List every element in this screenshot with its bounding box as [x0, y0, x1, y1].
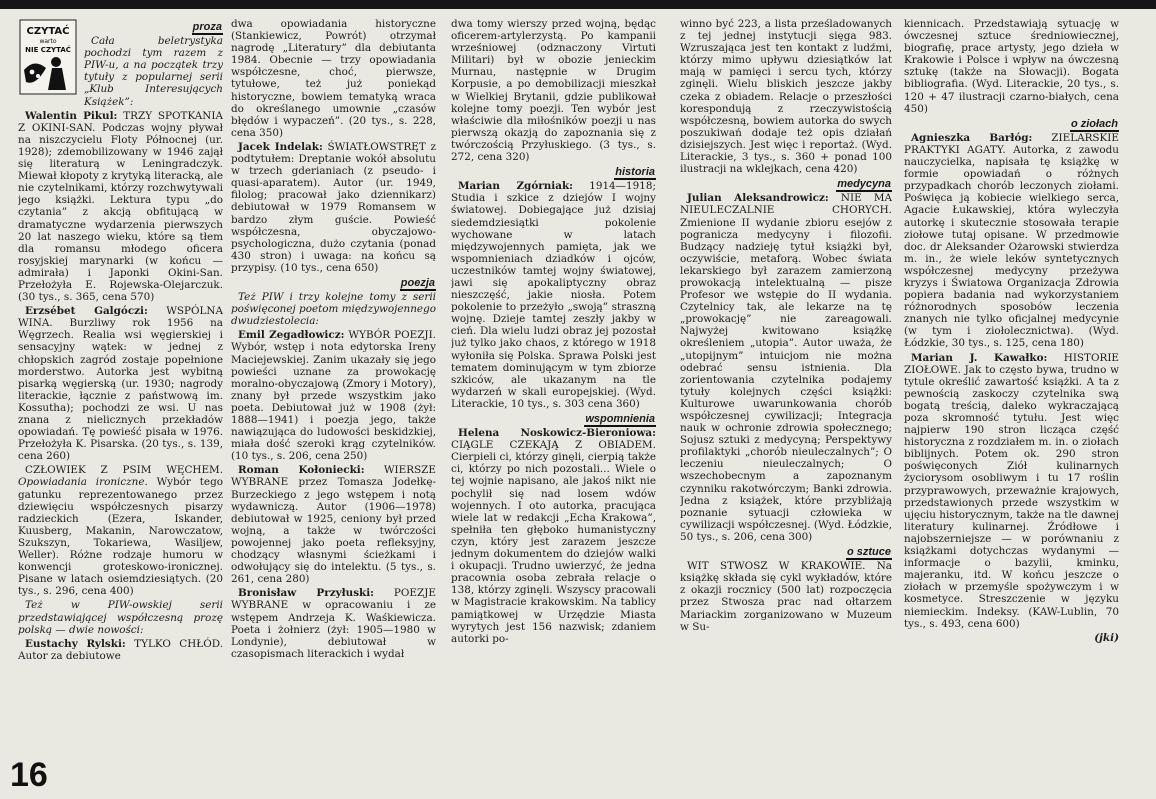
svg-text:NIE CZYTAĆ: NIE CZYTAĆ: [25, 46, 71, 54]
column-2: [231, 18, 436, 798]
entry-indelak: Jacek Indelak: ŚWIATŁOWSTRĘT z podtytułem: Dreptanie wokół absolutu w trzech gderianiach (z pseudo- i quasi-aparatem). Autor (ur. 1949, filolog; pracował jako dziennikarz) debiutował w 1979 Romansem w bardzo złym guście. Powieść współczesna, obyczajowo-psychologiczna, dużo czytania (ponad 430 stron) i uwaga: na końcu są przypisy. (10 tys., cena 650): [231, 140, 436, 274]
entry-galgoczi: Erzsébet Galgóczi: WSPÓLNA WINA. Burzliwy rok 1956 na Węgrzech. Realia wsi węgierskiej i sensacyjny wątek: w jednej z chłopskich zagród zostaje popełnione morderstwo. Autorka jest wybitną pisarką węgierską (ur. 1930; nagrody literackie, łącznie z państwową im. Kossutha); pochodzi ze wsi. U nas znana z nielicznych przekładów opowiadań. Tę powieść pisała w 1976. Przełożyła K. Pisarska. (20 tys., s. 139, cena 260): [18, 305, 223, 463]
entry-noskowicz: Helena Noskowicz-Bieroniowa: CIĄGLE CZEKAJĄ Z OBIADEM. Cierpieli ci, którzy ginęli, cierpią także ci, którzy po nich pozostali... Wiele o tej wojnie napisano, ale jakoś nikt nie pochylił się nad losem wdów wojennych. I oto autorka, pracująca wiele lat w redakcji „Echa Krakowa”, spełniła ten głęboko humanistyczny czyn, który jest zarazem jeszcze jednym dokumentem do dziejów walki i okupacji. Trudno uwierzyć, że jedna pracownia osoba zebrała relacje o 138, którzy zginęli. Wszyscy pracowali w Magistracie krakowskim. Na tablicy pamiątkowej w Urzędzie Miasta wyrytych jest 156 nazwisk; zdaniem autorki po-: [451, 427, 656, 645]
section-header-medycyna: medycyna: [837, 178, 891, 191]
entry-kawalko: Marian J. Kawałko: HISTORIE ZIOŁOWE. Jak to często bywa, trudno w tytule określić zawartość książki. A ta z pewnością zaskoczy czytelnika swą bogatą treścią, daleko wykraczającą poza skromność tytułu. Jest więc najpierw 190 stron licząca część historyczna z rozdziałem m. in. o ziołach biblijnych. Potem ok. 290 stron poświęconych Ziół kulinarnych życiorysom osobliwym i tu 17 roślin przyprawowych, przeważnie krajowych, przedstawionych przede wszystkim w ujęciu historycznym, także na tle dawnej literatury kulinarnej. Źródłowe i najobszerniejsze — w porównaniu z książkami dotychczas wydanymi — informacje o bazylii, kminku, majeranku, itd. W końcu jeszcze o ziołach w przemyśle spożywczym i w kosmetyce. Streszczenie w języku niemieckim. Indeksy. (KAW-Lublin, 70 tys., s. 493, cena 600): [904, 351, 1119, 630]
noskowicz-continued: winno być 223, a lista prześladowanych z tej jednej instytucji sięga 983. Wzruszająca jest ten kontakt z ludźmi, którzy mimo upływu dziesiątków lat mają w pamięci i sercu tych, którzy zginęli. Wielu bliskich jeszcze jakby czeka z obiadem. Relacje o przeszłości korespondują z rzeczywistością współczesną, bowiem autorka do swych poszukiwań dodaje też opis działań dzisiejszych. Jest więc i reportaż. (Wyd. Literackie, 3 tys., s. 360 + ponad 100 ilustracji na wklejkach, cena 420): [680, 18, 892, 176]
column-1: [18, 18, 223, 798]
svg-text:warto: warto: [39, 38, 57, 45]
section-header-wspomnienia: wspomnienia: [585, 413, 655, 425]
prose-series-intro: Też w PIW-owskiej serii przedstawiającej współczesną prozę polską — dwie nowości:: [18, 599, 223, 636]
entry-zgorniak: Marian Zgórniak: 1914—1918; Studia i szkice z dziejów I wojny światowej. Dobiegające już dzisiaj siedemdziesiątki pokolenie wychowane w latach międzywojennych pamięta, jak we wspomnieniach dziadków i ojców, uczestników tamtej wojny światowej, jawi się apokaliptyczny obraz nieszczęść, jakie niosła. Potem pokolenie to przeżyło „swoją” straszną wojnę. Dzieje tamtej zeszły jakby w cień. Dla wielu ludzi obraz jej pozostał już tylko jako chaos, z którego w 1918 wyłoniła się Polska. Sprawa Polski jest tematem dominującym w tym zbiorze szkiców, ale ukazanym na tle wydarzeń w skali europejskiej. (Wyd. Literackie, 10 tys., s. 303 cena 360): [451, 180, 656, 410]
entry-aleksandrowicz: Julian Aleksandrowicz: NIE MA NIEULECZALNIE CHORYCH. Zmienione II wydanie zbioru esejów z pogranicza medycyny i filozofii. Budzący nadzieję tytuł książki był, oczywiście, metaforą. Wobec świata lekarskiego był zarazem zamierzoną prowokacją intelektualną — pisze Profesor we wstępie do II wydania. Czytelnicy tak, ale lekarze na tę „prowokację” nie zareagowali. Najwyżej kwitowano książkę określeniem „utopia”. Autor uważa, że „utopijnym” intuicjom nie można odebrać sensu istnienia. Dla zorientowania czytelnika podajemy tytuły kolejnych części książki: Kulturowe uwarunkowania chorób współczesnej cywilizacji; Integracja nauk w ochronie zdrowia społecznego; Sojusz sztuki z medycyną; Perspektywy profilaktyki „chorób nieuleczalnych”; O leczeniu nieuleczalnych; O wszechobecnym a zapoznanym czynniku rakotwórczym; Banki zdrowia. Jedna z książek, które przybliżają poznanie sytuacji człowieka w cywilizacji współczesnej. (Wyd. Łódzkie, 50 tys., s. 206, cena 300): [680, 192, 892, 543]
section-header-o-ziolach: o ziołach: [1070, 117, 1118, 130]
rylski-continued: dwa opowiadania historyczne (Stankiewicz, Powrót) otrzymał nagrodę „Literatury” dla debiutanta 1984. Obecnie — trzy opowiadania współczesne, choć, pierwsze, tytułowe, też już poniekąd historyczne, bowiem tematyką wraca do określanego umownie „czasów błędów i wypaczeń”. (20 tys., s. 228, cena 350): [231, 18, 436, 139]
author-signature: (jki): [1094, 631, 1119, 644]
top-black-bar: [0, 0, 1156, 9]
section-header-poezja: poezja: [400, 276, 435, 289]
entry-pikul: Walentin Pikul: TRZY SPOTKANIA Z OKINI-SAN. Podczas wojny pływał na niszczycielu Floty Północnej (ur. 1928); zdemobilizowany w 1946 zajął się literaturą w Leningradczyk. Miewał kłopoty z krytyką literacką, ale nie czytelnikami, którzy rozchwytywali jego książki. Lektura typu „do czytania” z akcją obfitującą w dramatyczne wydarzenia pierwszych 20 lat naszego wieku, które są tłem dla romansu młodego oficera rosyjskiej marynarki (w końcu — admirała) i Japonki Okini-San. Przełożyła E. Rojewska-Olejarczuk. (30 tys., s. 365, cena 570): [18, 109, 223, 304]
entry-rylski: Eustachy Rylski: TYLKO CHŁÓD. Autor za debiutowe: [18, 637, 223, 662]
column-4: [680, 18, 892, 798]
czytac-logo-icon: [18, 18, 78, 96]
section-header-o-sztuce: o sztuce: [846, 546, 891, 559]
entry-zegadlowicz: Emil Zegadłowicz: WYBÓR POEZJI. Wybór, wstęp i nota edytorska Ireny Maciejewskiej. Zanim ukazały się jego powieści uznane za prowokację moralno-obyczajową (Zmory i Motory), znany był przede wszystkim jako poeta. Debiutował już w 1908 (żył: 1888—1941) i poezja jego, także nawiązująca do ludowości beskidzkiej, miała dość szeroki krąg czytelników. (10 tys., s. 206, cena 250): [231, 329, 436, 463]
intro-paragraph: Cała beletrystyka pochodzi tym razem z PIW-u, a na początek trzy tytuły z popularnej serii „Klub Interesujących Książek”:: [84, 35, 223, 108]
entry-barlog: Agnieszka Barłóg: ZIELARSKIE PRAKTYKI AGATY. Autorka, z zawodu nauczycielka, napisała tę książkę w formie opowiadań o różnych przypadkach chorób leczonych ziołami. Poświęca ją kobiecie wielkiego serca, Agacie Łukawskiej, która wyleczyła autorkę i skutecznie stosowała terapie ziołowe tutaj opisane. W przedmowie doc. dr Aleksander Ożarowski stwierdza m. in., że wiele leków syntetycznych współczesnej medycyny przeżywa kryzys i Światowa Organizacja Zdrowia popiera badania nad wykorzystaniem różnorodnych sposobów leczenia znanych nie tylko oficjalnej medycynie (w tym i ziołolecznictwa). (Wyd. Łódzkie, 30 tys., s. 125, cena 180): [904, 131, 1119, 350]
entry-przyluski: Bronisław Przyłuski: POEZJE WYBRANE w opracowaniu i ze wstępem Andrzeja K. Waśkiewicza. Poeta i żołnierz (żył: 1905—1980 w Londynie), debiutował w czasopismach literackich i wydał: [231, 587, 436, 660]
entry-koloniecki: Roman Kołoniecki: WIERSZE WYBRANE przez Tomasza Jodełkę-Burzeckiego z jego wstępem i notą wydawniczą. Autor (1906—1978) debiutował w 1925, ceniony był przed wojną, a także w twórczości powojennej jako poeta refleksyjny, chodzący własnymi ścieżkami i odwołujący się do intelektu. (5 tys., s. 261, cena 280): [231, 464, 436, 586]
column-5: [904, 18, 1119, 798]
entry-wit-stwosz: WIT STWOSZ W KRAKOWIE. Na książkę składa się cykl wykładów, które z okazji rocznicy (500 lat) rozpoczęcia przez Stwosza prac nad ołtarzem Mariackim zorganizowano w Muzeum w Su-: [680, 560, 892, 633]
poetry-intro: Też PIW i trzy kolejne tomy z serii poświęconej poetom międzywojennego dwudziestolecia:: [231, 291, 436, 328]
przyluski-continued: dwa tomy wierszy przed wojną, będąc oficerem-artylerzystą. Po kampanii wrześniowej (odznaczony Virtuti Militari) był w obozie jenieckim Murnau, następnie w Drugim Korpusie, a po demobilizacji mieszkał w Wielkiej Brytanii, gdzie publikował kolejne tomy poezji. Ten wybór jest właściwie dla miłośników poezji u nas pierwszą okazją do zapoznania się z twórczością Przyłuskiego. (3 tys., s. 272, cena 320): [451, 18, 656, 164]
column-3: [451, 18, 656, 798]
section-header-historia: historia: [615, 166, 655, 179]
stwosz-continued: kiennicach. Przedstawiają sytuację w ówczesnej sztuce średniowiecznej, biografię, prace artysty, jego dzieła w Krakowie i Polsce i wpływ na ówczesną sztukę (także na Słowacji). Bogata bibliografia. (Wyd. Literackie, 20 tys., s. 120 + 47 ilustracji czarno-białych, cena 450): [904, 18, 1119, 115]
page-number: 16: [10, 756, 48, 794]
section-header-proza: proza: [192, 21, 222, 33]
entry-psim-wechem: CZŁOWIEK Z PSIM WĘCHEM. Opowiadania ironiczne. Wybór tego gatunku reprezentowanego przez dziewięciu współczesnych pisarzy radzieckich (Ezera, Iskander, Kuusberg, Makanin, Narowczatow, Szukszyn, Tokariewa, Wasiljew, Weller). Różne rodzaje humoru w konwencji groteskowo-ironicznej. Pisane w latach osiemdziesiątych. (20 tys., s. 296, cena 400): [18, 464, 223, 598]
svg-text:CZYTAĆ: CZYTAĆ: [26, 26, 70, 37]
